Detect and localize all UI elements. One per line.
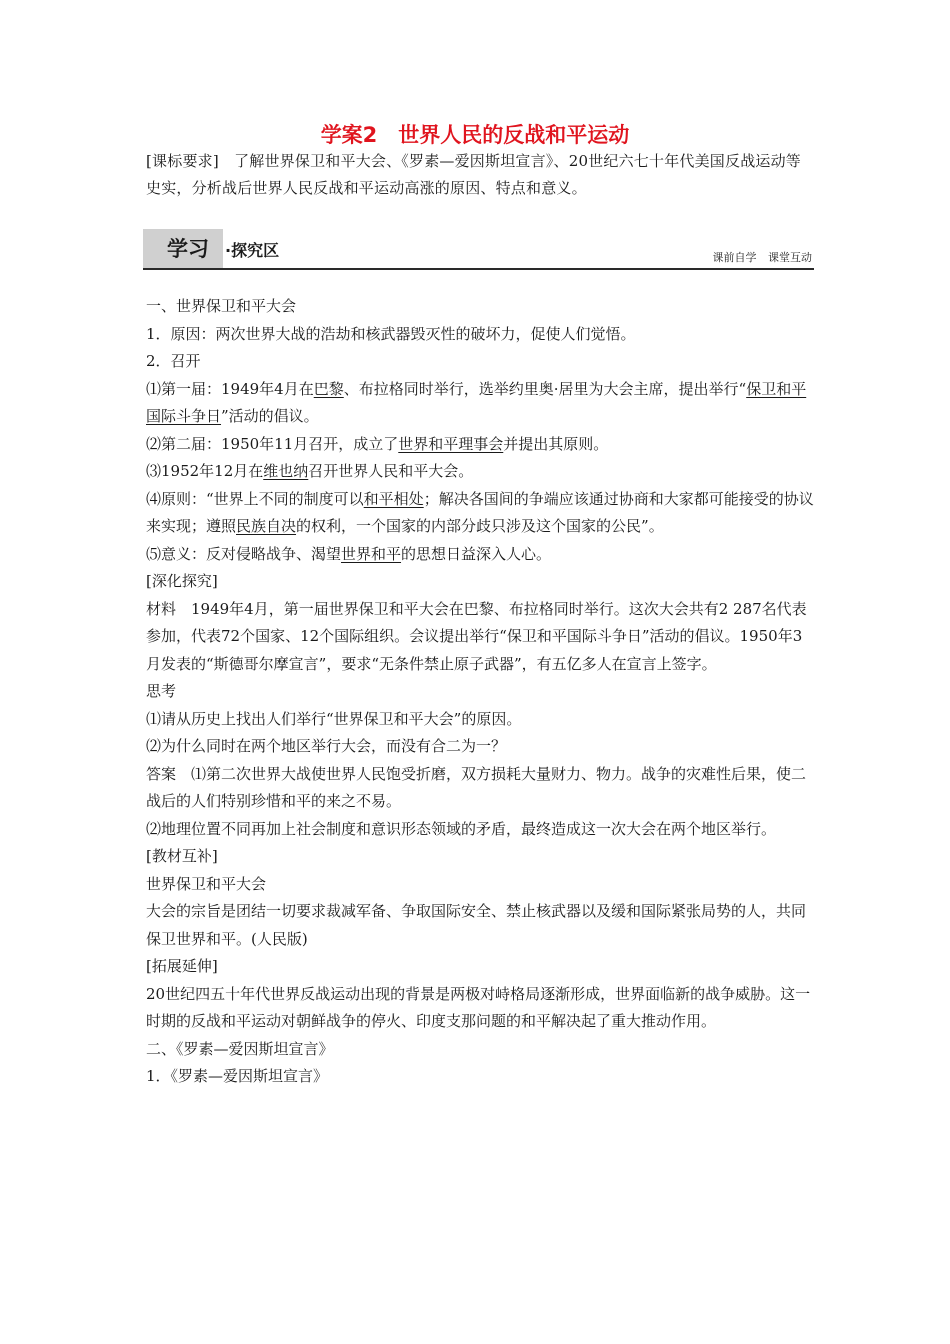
- section2-heading: 二、《罗素—爱因斯坦宣言》: [146, 1039, 334, 1058]
- supplement-heading: 世界保卫和平大会: [146, 874, 267, 893]
- text-run: ”活动的倡议。: [221, 407, 319, 425]
- text-run: 的权利，一个国家的内部分歧只涉及这个国家的公民”。: [296, 517, 664, 535]
- explore-question2: ⑵为什么同时在两个地区举行大会，而没有合二为一？: [146, 737, 507, 755]
- underlined-answer: 巴黎: [313, 379, 344, 398]
- explore-think: 思考: [146, 682, 177, 700]
- section1-heading: 一、世界保卫和平大会: [146, 297, 297, 315]
- section1-item2: 2．召开: [146, 352, 201, 370]
- section1-point3: [146, 458, 814, 486]
- text-run: ⑴第一届：1949年4月在: [146, 379, 314, 398]
- section1-point2: [146, 431, 814, 459]
- underlined-answer: 民族自决: [236, 517, 297, 535]
- supplement-text: 大会的宗旨是团结一切要求裁减军备、争取国际安全、禁止核武器以及缓和国际紧张局势的人，共同保卫世界和平。(人民版): [146, 902, 807, 948]
- text-run: ⑶1952年12月在: [146, 462, 264, 480]
- explore-tag: [深化探究]: [146, 572, 218, 590]
- text-run: ⑷原则：“世界上不同的制度可以: [146, 489, 364, 508]
- text-run: 召开世界人民和平大会。: [308, 462, 474, 480]
- explore-answer2: ⑵地理位置不同再加上社会制度和意识形态领域的矛盾，最终造成这一次大会在两个地区举行。: [146, 819, 777, 838]
- banner-title: 学习: [167, 237, 209, 261]
- banner-right-label: 课前自学 课堂互动: [712, 251, 812, 264]
- section1-point4: [146, 486, 814, 541]
- underlined-answer: 保卫和平国际斗争日: [146, 379, 807, 425]
- text-run: ⑵第二届：1950年11月召开，成立了: [146, 434, 399, 453]
- document-title: 学案2 世界人民的反战和平运动: [320, 123, 630, 147]
- curriculum-requirements: [课标要求] 了解世界保卫和平大会、《罗素—爱因斯坦宣言》、20世纪六七十年代美国反战运动等史实，分析战后世界人民反战和平运动高涨的原因、特点和意义。: [146, 152, 801, 197]
- explore-answer1: 答案 ⑴第二次世界大战使世界人民饱受折磨，双方损耗大量财力、物力。战争的灾难性后果，使二战后的人们特别珍惜和平的来之不易。: [146, 764, 807, 810]
- banner-subtitle: ·探究区: [225, 241, 280, 260]
- text-run: 、布拉格同时举行，选举约里奥·居里为大会主席，提出举行“: [343, 379, 747, 398]
- section-banner: [143, 229, 814, 271]
- underlined-answer: 和平相处: [363, 489, 424, 508]
- extension-text: 20世纪四五十年代世界反战运动出现的背景是两极对峙格局逐渐形成，世界面临新的战争威胁。这一时期的反战和平运动对朝鲜战争的停火、印度支那问题的和平解决起了重大推动作用。: [146, 984, 811, 1030]
- text-run: 并提出其原则。: [503, 434, 609, 453]
- supplement-tag: [教材互补]: [146, 847, 218, 865]
- section1-item1: 1．原因：两次世界大战的浩劫和核武器毁灭性的破坏力，促使人们觉悟。: [146, 324, 636, 343]
- underlined-answer: 世界和平理事会: [398, 434, 504, 453]
- underlined-answer: 维也纳: [263, 462, 309, 480]
- explore-material: 材料 1949年4月，第一届世界保卫和平大会在巴黎、布拉格同时举行。这次大会共有2 287名代表参加，代表72个国家、12个国际组织。会议提出举行“保卫和平国际斗争日”活动的倡议。1950年3月发表的“斯德哥尔摩宣言”，要求“无条件禁止原子武器”，有五亿多人在宣言上签字。: [146, 599, 807, 673]
- document-body: [146, 293, 814, 1091]
- extension-tag: [拓展延伸]: [146, 957, 218, 975]
- explore-question1: ⑴请从历史上找出人们举行“世界保卫和平大会”的原因。: [146, 709, 522, 728]
- text-run: 的思想日益深入人心。: [401, 544, 552, 563]
- text-run: ；解决各国间的争端应该通过协商和大家都可能接受的协议来实现；遵照: [146, 489, 814, 535]
- underlined-answer: 世界和平: [341, 544, 402, 563]
- section2-item1: 1．《罗素—爱因斯坦宣言》: [146, 1067, 329, 1085]
- banner-divider: [143, 268, 814, 270]
- section1-point5: [146, 541, 814, 569]
- text-run: ⑸意义：反对侵略战争、渴望: [146, 544, 342, 563]
- section1-point1: [146, 376, 814, 431]
